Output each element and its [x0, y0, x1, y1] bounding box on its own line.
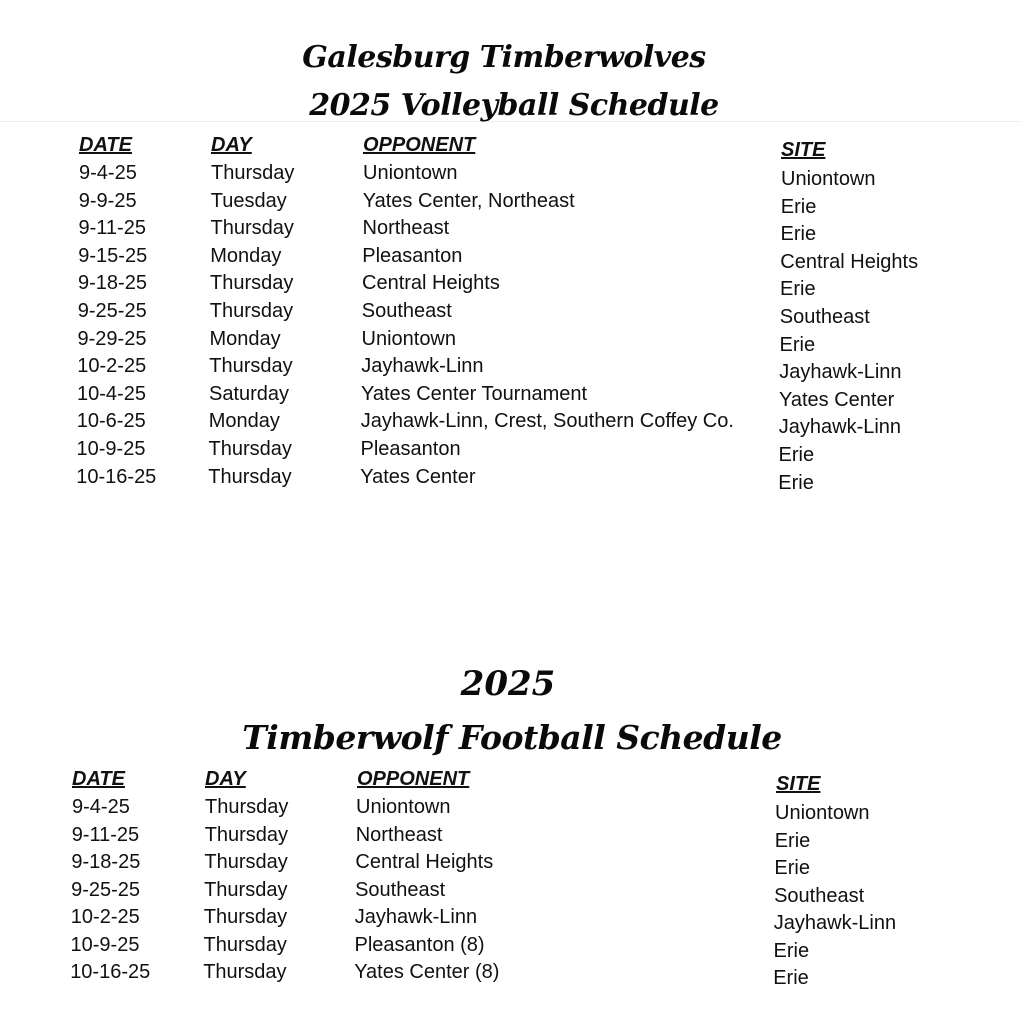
site-cell: Erie: [780, 195, 817, 218]
date-cell: 9-29-25: [77, 327, 147, 350]
opponent-cell: Southeast: [361, 300, 452, 322]
opponent-cell: Jayhawk-Linn, Crest, Southern Coffey Co.: [360, 410, 734, 433]
day-cell: Thursday: [209, 300, 294, 322]
site-cell: Erie: [778, 471, 814, 494]
site-cell: Uniontown: [781, 168, 876, 190]
site-cell: Southeast: [774, 884, 865, 907]
day-column-header: DAY: [205, 768, 246, 790]
opponent-cell: Yates Center (8): [354, 961, 500, 983]
site-cell: Jayhawk-Linn: [779, 361, 902, 384]
day-cell: Thursday: [203, 961, 287, 983]
day-cell: Thursday: [204, 851, 288, 873]
date-cell: 9-25-25: [77, 300, 147, 322]
day-column-header: DAY: [211, 134, 252, 156]
opponent-cell: Central Heights: [355, 851, 494, 873]
opponent-column-header: OPPONENT: [357, 768, 470, 790]
opponent-cell: Yates Center, Northeast: [362, 189, 575, 212]
date-cell: 9-4-25: [79, 162, 137, 184]
opponent-cell: Northeast: [355, 823, 443, 846]
date-cell: 9-18-25: [78, 272, 147, 295]
opponent-cell: Pleasanton: [360, 438, 461, 460]
date-cell: 10-2-25: [70, 906, 140, 928]
date-cell: 9-15-25: [78, 244, 148, 267]
day-cell: Thursday: [205, 796, 289, 818]
date-cell: 10-16-25: [70, 961, 151, 983]
date-cell: 10-4-25: [77, 382, 146, 405]
date-cell: 10-2-25: [77, 355, 147, 378]
date-column-header: DATE: [79, 134, 132, 156]
day-cell: Thursday: [210, 272, 294, 295]
date-cell: 10-9-25: [76, 438, 146, 460]
day-cell: Thursday: [203, 933, 287, 956]
opponent-cell: Southeast: [355, 878, 446, 901]
opponent-cell: Pleasanton: [362, 244, 463, 267]
opponent-cell: Jayhawk-Linn: [354, 906, 478, 928]
date-cell: 9-4-25: [72, 796, 130, 818]
site-cell: Southeast: [779, 306, 870, 328]
date-cell: 9-11-25: [71, 823, 140, 846]
date-cell: 9-11-25: [78, 217, 146, 240]
day-cell: Thursday: [203, 906, 288, 928]
site-cell: Erie: [774, 857, 810, 879]
site-cell: Yates Center: [779, 388, 895, 411]
site-cell: Erie: [773, 967, 809, 989]
opponent-cell: Uniontown: [363, 162, 458, 184]
site-column-header: SITE: [776, 773, 821, 795]
date-cell: 10-6-25: [76, 410, 146, 433]
site-cell: Erie: [774, 829, 811, 852]
date-cell: 10-16-25: [76, 465, 157, 488]
opponent-cell: Uniontown: [356, 796, 451, 818]
volleyball-title-school: Galesburg Timberwolves: [302, 40, 706, 75]
opponent-cell: Uniontown: [361, 327, 457, 350]
opponent-column-header: OPPONENT: [363, 134, 476, 156]
day-cell: Thursday: [209, 355, 293, 378]
date-column-header: DATE: [72, 768, 125, 790]
day-cell: Thursday: [204, 878, 288, 901]
site-cell: Jayhawk-Linn: [773, 912, 897, 934]
site-cell: Erie: [778, 444, 815, 466]
site-cell: Erie: [773, 939, 810, 962]
site-cell: Erie: [779, 333, 816, 356]
football-title-schedule: Timberwolf Football Schedule: [242, 718, 782, 757]
date-cell: 9-25-25: [71, 878, 141, 901]
day-cell: Thursday: [208, 465, 292, 488]
day-cell: Tuesday: [210, 189, 287, 212]
site-cell: Erie: [780, 278, 816, 301]
site-column-header: SITE: [781, 139, 826, 161]
volleyball-title-schedule: 2025 Volleyball Schedule: [309, 88, 719, 123]
date-cell: 10-9-25: [70, 933, 140, 956]
day-cell: Saturday: [209, 382, 290, 405]
day-cell: Thursday: [208, 438, 292, 460]
opponent-cell: Pleasanton (8): [354, 933, 485, 956]
site-cell: Erie: [780, 223, 817, 246]
opponent-cell: Central Heights: [362, 272, 500, 295]
opponent-cell: Yates Center Tournament: [361, 382, 588, 405]
day-cell: Thursday: [210, 217, 294, 240]
opponent-cell: Yates Center: [360, 465, 476, 488]
day-cell: Monday: [210, 244, 282, 267]
day-cell: Monday: [209, 327, 281, 350]
day-cell: Thursday: [204, 823, 289, 846]
opponent-cell: Jayhawk-Linn: [361, 355, 484, 378]
day-cell: Thursday: [211, 162, 295, 184]
date-cell: 9-9-25: [78, 189, 137, 212]
football-title-year: 2025: [460, 664, 556, 704]
site-cell: Uniontown: [775, 802, 870, 824]
opponent-cell: Northeast: [362, 217, 450, 240]
date-cell: 9-18-25: [71, 851, 141, 873]
site-cell: Jayhawk-Linn: [778, 416, 902, 439]
site-cell: Central Heights: [780, 250, 919, 273]
day-cell: Monday: [208, 410, 280, 433]
